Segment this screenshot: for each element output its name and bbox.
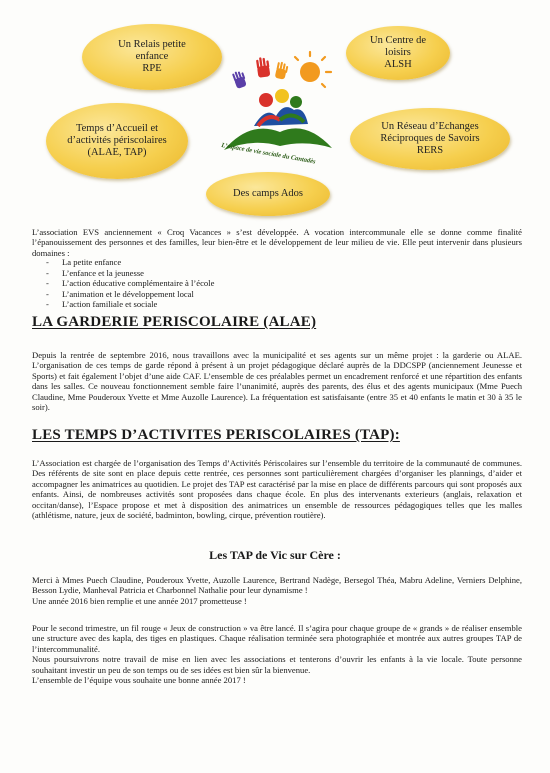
sun-icon bbox=[295, 52, 331, 87]
poursuivons-paragraph: Nous poursuivrons notre travail de mise en lien avec les associations et tenterons d’ouvrir les enfants à la vie locale. Toute personne souhaitant investir un peu de son temps ou de ses idées est bien sûr la bienvenue. bbox=[32, 654, 522, 675]
bubble-line: Un Réseau d’Echanges bbox=[381, 121, 479, 132]
intro-paragraph: L’association EVS anciennement « Croq Vacances » s’est développée. A vocation intercommunale elle se donne comme finalité l’épanouissement des personnes et des familles, leur bien-être et le développement de leur milieu de vie. Elle peut intervenir dans plusieurs domaines : bbox=[32, 227, 522, 258]
bubble-relais-rpe bbox=[82, 24, 222, 90]
bubble-line: RERS bbox=[416, 145, 444, 156]
section-heading-vic: Les TAP de Vic sur Cère : bbox=[209, 548, 341, 562]
bubble-line: RPE bbox=[142, 63, 162, 74]
bubble-reseau-echanges bbox=[350, 108, 510, 170]
list-item: - L’enfance et la jeunesse bbox=[46, 268, 214, 279]
bubble-line: Temps d’Accueil et bbox=[75, 123, 159, 134]
section-heading-tap: LES TEMPS D’ACTIVITES PERISCOLAIRES (TAP): bbox=[32, 427, 400, 443]
tap-paragraph: L’Association est chargée de l’organisation des Temps d’Activités Périscolaires sur l’ensemble du territoire de la communauté de communes. Des référents de site sont en place depuis cette rentrée, ces personnes sont particulièrement chargées d’organiser les plannings, d’aider et accompagner les animatrices au quotidien. Le projet des TAP est caractérisé par la mise en place de différents parcours qui sont proposés aux enfants. Ainsi, de nombreuses activités sont proposées dans chaque école. En plus des intervenants exterieurs (anglais, relaxation et occitan/danse), l’Espace propose et met à disposition des animatrices un ensemble de ressources pédagogiques telles que les malles (athlétisme, nature, jeux de société, badminton, bowling, cirque, prévention routière). bbox=[32, 458, 522, 521]
list-item: - L’animation et le développement local bbox=[46, 289, 214, 300]
people-icon bbox=[254, 89, 308, 126]
domains-list bbox=[46, 257, 214, 310]
annee-paragraph: Une année 2016 bien remplie et une année 2017 prometteuse ! bbox=[32, 595, 247, 606]
logo-caption: L’espace de vie sociale du Cantadès bbox=[220, 142, 317, 166]
list-item: - La petite enfance bbox=[46, 257, 214, 268]
bubble-line: Un Relais petite bbox=[118, 39, 186, 50]
merci-paragraph: Merci à Mmes Puech Claudine, Pouderoux Yvette, Auzolle Laurence, Bertrand Nadège, Bersegol Théa, Mabru Adeline, Verniers Delphine, Besson Lydie, Manheval Patricia et Charbonnel Nathalie pour leur dynamisme ! bbox=[32, 575, 522, 596]
list-item: - L’action familiale et sociale bbox=[46, 299, 214, 310]
bubble-temps-accueil bbox=[46, 103, 188, 179]
voeux-paragraph: L’ensemble de l’équipe vous souhaite une bonne année 2017 ! bbox=[32, 675, 246, 686]
bubble-centre-loisirs bbox=[346, 26, 450, 80]
merci-block bbox=[32, 575, 522, 606]
list-item: - L’action éducative complémentaire à l’école bbox=[46, 278, 214, 289]
bubble-line: Un Centre de bbox=[370, 35, 426, 46]
bubble-line: Réciproques de Savoirs bbox=[380, 133, 480, 144]
second-paragraph: Pour le second trimestre, un fil rouge « Jeux de construction » va être lancé. Il s’agira pour chaque groupe de « grands » de réaliser ensemble une structure avec des kapla, des tiges en plastiques. Chaque réalisation terminée sera photographiée et montrée aux autres groupes TAP de l’intercommunalité. bbox=[32, 623, 522, 654]
bubble-camps-ados bbox=[206, 172, 330, 216]
alae-paragraph: Depuis la rentrée de septembre 2016, nous travaillons avec la municipalité et ses agents sur un même projet : la garderie ou ALAE. L’organisation de ces temps de garde répond à présent à un projet pédagogique déclaré auprès de la DDCSPP (anciennement Jeunesse et Sports) et fait également l’objet d’une aide CAF. L’ensemble de ces préalables permet un encadrement renforcé et une répartition des enfants dans les salles. Ce nouveau fonctionnement semble faire l’unanimité, auprès des parents, des élus et des agents municipaux (Mme Puech Claudine, Mme Pouderoux Yvette et Mme Auzolle Laurence). La fréquentation est satisfaisante (entre 35 et 40 enfants le matin et 30 à 35 le soir). bbox=[32, 350, 522, 413]
bubble-line: d’activités périscolaires bbox=[67, 135, 167, 146]
bubble-line: (ALAE, TAP) bbox=[87, 147, 147, 158]
section-heading-alae: LA GARDERIE PERISCOLAIRE (ALAE) bbox=[32, 314, 317, 330]
second-block bbox=[32, 623, 522, 685]
hands-icon bbox=[232, 56, 289, 89]
bubble-line: loisirs bbox=[385, 47, 411, 58]
bubble-line: Des camps Ados bbox=[233, 188, 303, 199]
bubble-line: enfance bbox=[135, 51, 169, 62]
bubble-line: ALSH bbox=[384, 59, 412, 70]
